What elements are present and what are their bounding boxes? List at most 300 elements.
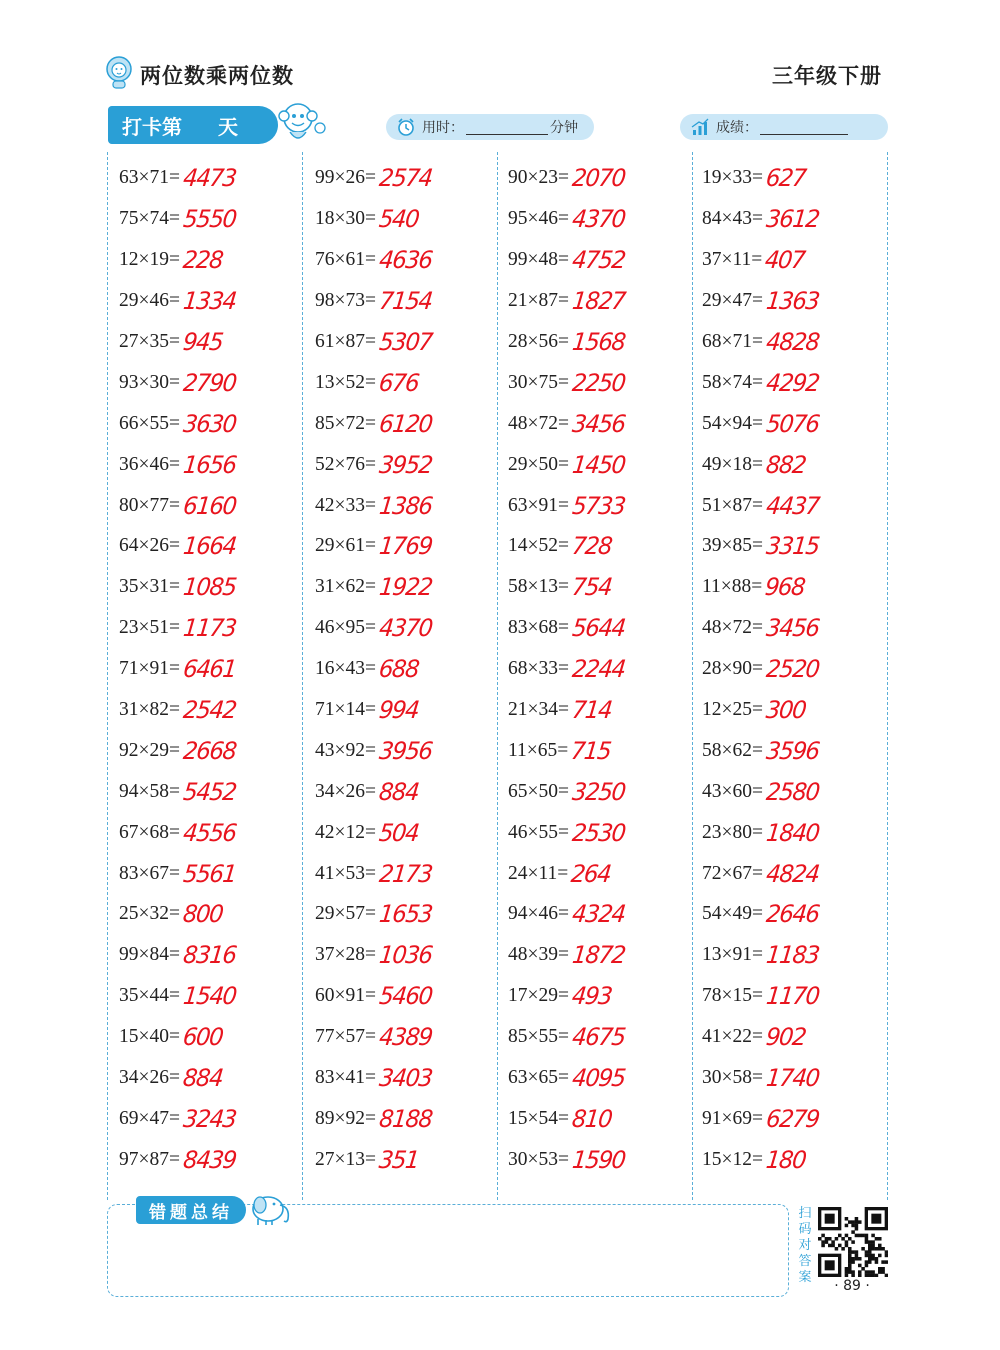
problem-row (702, 976, 892, 1017)
time-label: 用时： (422, 120, 464, 136)
time-field[interactable] (386, 114, 594, 140)
handwritten-answer: 264 (569, 859, 613, 888)
problem-expression: 71×14= (315, 699, 376, 721)
problem-row (702, 362, 892, 403)
problem-row (508, 158, 698, 199)
problem-row (702, 608, 892, 649)
problem-row (315, 894, 505, 935)
scan-char: 答 (798, 1254, 812, 1269)
problem-expression: 63×91= (508, 494, 569, 516)
handwritten-answer: 1840 (764, 818, 821, 847)
problem-row (315, 485, 505, 526)
handwritten-answer: 3630 (181, 409, 238, 438)
problem-row (119, 853, 309, 894)
problem-expression: 37×28= (315, 944, 376, 966)
handwritten-answer: 493 (570, 982, 613, 1011)
scan-char: 对 (798, 1238, 812, 1253)
handwritten-answer: 714 (570, 696, 613, 725)
mistake-summary-label: 错题总结 (136, 1196, 246, 1224)
problem-row (119, 976, 309, 1017)
problem-row (119, 690, 309, 731)
handwritten-answer: 4636 (377, 246, 434, 275)
handwritten-answer: 4095 (570, 1064, 627, 1093)
problem-row (702, 1058, 892, 1099)
problem-expression: 93×30= (119, 371, 180, 393)
problem-row (508, 608, 698, 649)
handwritten-answer: 1568 (570, 328, 627, 356)
problem-expression: 71×91= (119, 658, 180, 680)
bar-chart-icon (690, 117, 710, 137)
problem-expression: 68×33= (508, 658, 569, 680)
handwritten-answer: 4675 (570, 1023, 627, 1052)
problem-expression: 16×43= (315, 658, 376, 680)
problem-expression: 99×84= (119, 944, 180, 966)
problem-row (119, 567, 309, 608)
problem-expression: 30×75= (508, 371, 569, 393)
scan-char: 扫 (798, 1206, 812, 1221)
problem-row (508, 649, 698, 690)
handwritten-answer: 4828 (764, 328, 821, 356)
problem-expression: 99×26= (315, 167, 376, 189)
handwritten-answer: 715 (569, 736, 613, 765)
lion-icon (105, 55, 133, 89)
problem-row (315, 403, 505, 444)
problem-row (702, 444, 892, 485)
problem-expression: 28×56= (508, 331, 569, 352)
problem-row (119, 362, 309, 403)
monkey-icon (276, 98, 328, 148)
handwritten-answer: 945 (181, 328, 224, 356)
scan-char: 案 (798, 1270, 812, 1285)
problem-expression: 30×58= (702, 1067, 763, 1089)
handwritten-answer: 5076 (764, 409, 821, 438)
time-blank[interactable] (466, 119, 548, 135)
problem-expression: 24×11= (508, 862, 569, 884)
problem-expression: 68×71= (702, 331, 763, 352)
book-title: 两位数乘两位数 (140, 64, 294, 88)
handwritten-answer: 351 (377, 1145, 420, 1174)
problem-expression: 90×23= (508, 167, 569, 189)
handwritten-answer: 5307 (377, 328, 434, 356)
handwritten-answer: 2250 (570, 368, 627, 397)
grade-label: 三年级下册 (772, 64, 882, 88)
problem-expression: 23×80= (702, 821, 763, 843)
problem-expression: 67×68= (119, 821, 180, 843)
problem-column-1 (119, 158, 309, 1180)
problem-row (315, 199, 505, 240)
handwritten-answer: 2070 (570, 164, 627, 193)
handwritten-answer: 1664 (181, 532, 238, 561)
problem-expression: 99×48= (508, 249, 569, 271)
problem-expression: 94×58= (119, 780, 180, 802)
problem-expression: 61×87= (315, 331, 376, 352)
problem-expression: 28×90= (702, 658, 763, 680)
problem-expression: 18×30= (315, 208, 376, 230)
problem-row (315, 690, 505, 731)
handwritten-answer: 1540 (181, 982, 238, 1011)
handwritten-answer: 3596 (764, 736, 821, 765)
handwritten-answer: 627 (764, 164, 807, 193)
problem-row (315, 158, 505, 199)
handwritten-answer: 3956 (377, 736, 434, 765)
handwritten-answer: 8188 (377, 1104, 434, 1133)
problem-expression: 39×85= (702, 535, 763, 557)
problem-expression: 98×73= (315, 290, 376, 312)
handwritten-answer: 1827 (570, 287, 627, 316)
problem-expression: 43×92= (315, 739, 376, 761)
handwritten-answer: 504 (377, 818, 420, 847)
problem-row (315, 853, 505, 894)
handwritten-answer: 4324 (570, 900, 627, 929)
problem-row (119, 730, 309, 771)
problem-row (702, 281, 892, 322)
problem-row (119, 812, 309, 853)
problem-column-3 (508, 158, 698, 1180)
problem-row (119, 1139, 309, 1180)
score-field[interactable] (680, 114, 888, 140)
handwritten-answer: 884 (377, 777, 420, 806)
problem-row (702, 1017, 892, 1058)
problem-row (702, 240, 892, 281)
problem-expression: 17×29= (508, 985, 569, 1007)
scan-for-answers-label (796, 1206, 814, 1286)
problem-row (315, 322, 505, 363)
handwritten-answer: 4473 (181, 164, 238, 193)
problem-expression: 46×95= (315, 617, 376, 639)
problem-expression: 13×91= (702, 944, 763, 966)
handwritten-answer: 2530 (570, 818, 627, 847)
handwritten-answer: 994 (377, 696, 420, 725)
handwritten-answer: 407 (763, 246, 807, 275)
handwritten-answer: 2790 (181, 368, 238, 397)
handwritten-answer: 2520 (764, 655, 821, 684)
problem-expression: 95×46= (508, 208, 569, 230)
page-number: · 89 · (834, 1278, 870, 1294)
problem-expression: 15×12= (702, 1148, 763, 1170)
problem-expression: 35×44= (119, 985, 180, 1007)
problem-expression: 29×46= (119, 290, 180, 312)
problem-row (702, 403, 892, 444)
problem-row (508, 322, 698, 363)
problem-expression: 52×76= (315, 453, 376, 475)
problem-row (702, 690, 892, 731)
problem-row (119, 199, 309, 240)
problem-expression: 21×87= (508, 290, 569, 312)
handwritten-answer: 810 (570, 1104, 613, 1133)
handwritten-answer: 4292 (764, 368, 821, 397)
problem-expression: 64×26= (119, 535, 180, 557)
handwritten-answer: 3315 (764, 532, 821, 561)
problem-expression: 92×29= (119, 739, 180, 761)
problem-row (508, 240, 698, 281)
score-label: 成绩： (716, 120, 758, 136)
problem-expression: 41×53= (315, 862, 376, 884)
problem-expression: 34×26= (119, 1067, 180, 1089)
problem-row (508, 567, 698, 608)
problem-expression: 63×65= (508, 1067, 569, 1089)
problem-expression: 54×94= (702, 412, 763, 434)
handwritten-answer: 1173 (181, 614, 238, 643)
problem-expression: 37×11= (702, 249, 763, 271)
handwritten-answer: 2244 (570, 655, 627, 684)
problem-expression: 80×77= (119, 494, 180, 516)
handwritten-answer: 1922 (377, 573, 434, 602)
problem-expression: 94×46= (508, 903, 569, 925)
handwritten-answer: 754 (570, 573, 613, 602)
problem-row (702, 485, 892, 526)
handwritten-answer: 3403 (377, 1064, 434, 1093)
problem-expression: 15×40= (119, 1026, 180, 1048)
qr-code[interactable] (818, 1207, 888, 1277)
handwritten-answer: 6120 (377, 409, 434, 438)
problem-expression: 85×72= (315, 412, 376, 434)
handwritten-answer: 6160 (181, 491, 238, 520)
problem-expression: 54×49= (702, 903, 763, 925)
problem-expression: 48×39= (508, 944, 569, 966)
problem-row (508, 894, 698, 935)
handwritten-answer: 8439 (181, 1145, 238, 1174)
problem-row (702, 730, 892, 771)
problem-expression: 76×61= (315, 249, 376, 271)
problem-row (315, 1098, 505, 1139)
problem-expression: 89×92= (315, 1107, 376, 1129)
handwritten-answer: 4370 (377, 614, 434, 643)
handwritten-answer: 1872 (570, 941, 627, 970)
problem-row (508, 1139, 698, 1180)
problem-row (315, 730, 505, 771)
handwritten-answer: 3612 (764, 205, 821, 234)
problem-expression: 75×74= (119, 208, 180, 230)
problem-row (119, 322, 309, 363)
problem-expression: 11×88= (702, 576, 763, 598)
problem-expression: 36×46= (119, 453, 180, 475)
problem-expression: 97×87= (119, 1148, 180, 1170)
problem-expression: 29×61= (315, 535, 376, 557)
handwritten-answer: 2542 (181, 696, 238, 725)
handwritten-answer: 540 (377, 205, 420, 234)
handwritten-answer: 1170 (764, 982, 821, 1011)
alarm-clock-icon (396, 117, 416, 137)
problem-row (315, 976, 505, 1017)
score-blank[interactable] (760, 119, 848, 135)
handwritten-answer: 2668 (181, 736, 238, 765)
problem-expression: 29×47= (702, 290, 763, 312)
problem-expression: 83×68= (508, 617, 569, 639)
problem-row (119, 281, 309, 322)
handwritten-answer: 6461 (181, 655, 238, 684)
handwritten-answer: 3456 (764, 614, 821, 643)
problem-row (119, 158, 309, 199)
checkin-day-unit: 天 (218, 114, 238, 139)
handwritten-answer: 1036 (377, 941, 434, 970)
problem-expression: 84×43= (702, 208, 763, 230)
problem-row (119, 1017, 309, 1058)
problem-row (702, 526, 892, 567)
problem-row (119, 1098, 309, 1139)
problem-row (315, 812, 505, 853)
problem-row (315, 362, 505, 403)
problem-row (508, 853, 698, 894)
handwritten-answer: 5733 (570, 491, 627, 520)
handwritten-answer: 882 (764, 450, 807, 479)
problem-expression: 31×62= (315, 576, 376, 598)
problem-expression: 11×65= (508, 739, 569, 761)
problem-expression: 91×69= (702, 1107, 763, 1129)
problem-row (315, 649, 505, 690)
handwritten-answer: 4437 (764, 491, 821, 520)
problem-row (315, 240, 505, 281)
problem-expression: 27×13= (315, 1148, 376, 1170)
elephant-icon (246, 1187, 294, 1227)
problem-expression: 25×32= (119, 903, 180, 925)
problem-row (508, 444, 698, 485)
problem-row (508, 526, 698, 567)
problem-expression: 12×19= (119, 249, 180, 271)
problem-expression: 42×12= (315, 821, 376, 843)
problem-expression: 35×31= (119, 576, 180, 598)
handwritten-answer: 7154 (377, 287, 434, 316)
handwritten-answer: 228 (181, 246, 224, 275)
problem-expression: 30×53= (508, 1148, 569, 1170)
problem-expression: 15×54= (508, 1107, 569, 1129)
problem-expression: 48×72= (508, 412, 569, 434)
handwritten-answer: 4752 (570, 246, 627, 275)
handwritten-answer: 3952 (377, 450, 434, 479)
problem-row (508, 403, 698, 444)
handwritten-answer: 1590 (570, 1145, 627, 1174)
problem-row (702, 853, 892, 894)
checkin-label: 打卡第 (122, 114, 182, 139)
problem-expression: 13×52= (315, 371, 376, 393)
problem-row (702, 812, 892, 853)
problem-row (702, 771, 892, 812)
problem-row (315, 771, 505, 812)
problem-expression: 83×67= (119, 862, 180, 884)
problem-row (508, 1098, 698, 1139)
problem-row (119, 771, 309, 812)
problem-row (119, 935, 309, 976)
problem-row (315, 567, 505, 608)
problem-column-2 (315, 158, 505, 1180)
problem-expression: 43×60= (702, 780, 763, 802)
problem-expression: 31×82= (119, 699, 180, 721)
problem-row (315, 444, 505, 485)
problem-row (702, 199, 892, 240)
handwritten-answer: 676 (377, 368, 420, 397)
problem-row (508, 1017, 698, 1058)
handwritten-answer: 4556 (181, 818, 238, 847)
handwritten-answer: 600 (181, 1023, 224, 1052)
problem-row (119, 608, 309, 649)
handwritten-answer: 2173 (377, 859, 434, 888)
handwritten-answer: 180 (764, 1145, 807, 1174)
problem-row (508, 730, 698, 771)
handwritten-answer: 3456 (570, 409, 627, 438)
problem-row (119, 649, 309, 690)
problem-row (315, 526, 505, 567)
handwritten-answer: 5550 (181, 205, 238, 234)
handwritten-answer: 968 (763, 573, 807, 602)
problem-row (315, 281, 505, 322)
handwritten-answer: 5561 (181, 859, 238, 888)
problem-row (702, 649, 892, 690)
handwritten-answer: 1085 (181, 573, 238, 602)
problem-row (508, 935, 698, 976)
problem-row (508, 362, 698, 403)
problem-row (702, 322, 892, 363)
handwritten-answer: 1653 (377, 900, 434, 929)
problem-expression: 12×25= (702, 699, 763, 721)
problem-row (702, 158, 892, 199)
problem-row (315, 608, 505, 649)
problem-row (702, 894, 892, 935)
problem-row (508, 485, 698, 526)
time-unit: 分钟 (550, 120, 578, 136)
problem-expression: 66×55= (119, 412, 180, 434)
problem-expression: 85×55= (508, 1026, 569, 1048)
problem-row (119, 485, 309, 526)
problem-expression: 77×57= (315, 1026, 376, 1048)
handwritten-answer: 5460 (377, 982, 434, 1011)
handwritten-answer: 2580 (764, 777, 821, 806)
problem-expression: 41×22= (702, 1026, 763, 1048)
problem-row (702, 935, 892, 976)
handwritten-answer: 4824 (764, 859, 821, 888)
problem-expression: 23×51= (119, 617, 180, 639)
problem-expression: 60×91= (315, 985, 376, 1007)
problem-expression: 19×33= (702, 167, 763, 189)
problem-expression: 58×74= (702, 371, 763, 393)
problem-expression: 83×41= (315, 1067, 376, 1089)
handwritten-answer: 6279 (764, 1104, 821, 1133)
problem-row (119, 240, 309, 281)
problem-expression: 69×47= (119, 1107, 180, 1129)
problem-row (508, 281, 698, 322)
problem-expression: 78×15= (702, 985, 763, 1007)
handwritten-answer: 1334 (181, 287, 238, 316)
problem-expression: 72×67= (702, 862, 763, 884)
problem-expression: 21×34= (508, 699, 569, 721)
handwritten-answer: 4389 (377, 1023, 434, 1052)
problem-row (119, 444, 309, 485)
handwritten-answer: 728 (570, 532, 613, 561)
problem-expression: 51×87= (702, 494, 763, 516)
scan-char: 码 (798, 1222, 812, 1237)
problem-row (508, 771, 698, 812)
problem-row (315, 935, 505, 976)
problem-row (119, 526, 309, 567)
problem-row (702, 1098, 892, 1139)
handwritten-answer: 884 (181, 1064, 224, 1093)
handwritten-answer: 1769 (377, 532, 434, 561)
handwritten-answer: 5644 (570, 614, 627, 643)
problem-expression: 63×71= (119, 167, 180, 189)
problem-expression: 58×62= (702, 739, 763, 761)
problem-row (508, 812, 698, 853)
problem-row (702, 1139, 892, 1180)
problem-row (508, 199, 698, 240)
problem-column-4 (702, 158, 892, 1180)
problem-expression: 27×35= (119, 331, 180, 352)
handwritten-answer: 2646 (764, 900, 821, 929)
problem-expression: 65×50= (508, 780, 569, 802)
handwritten-answer: 300 (764, 696, 807, 725)
problem-expression: 14×52= (508, 535, 569, 557)
handwritten-answer: 8316 (181, 941, 238, 970)
problem-row (508, 1058, 698, 1099)
problem-expression: 29×57= (315, 903, 376, 925)
handwritten-answer: 902 (764, 1023, 807, 1052)
